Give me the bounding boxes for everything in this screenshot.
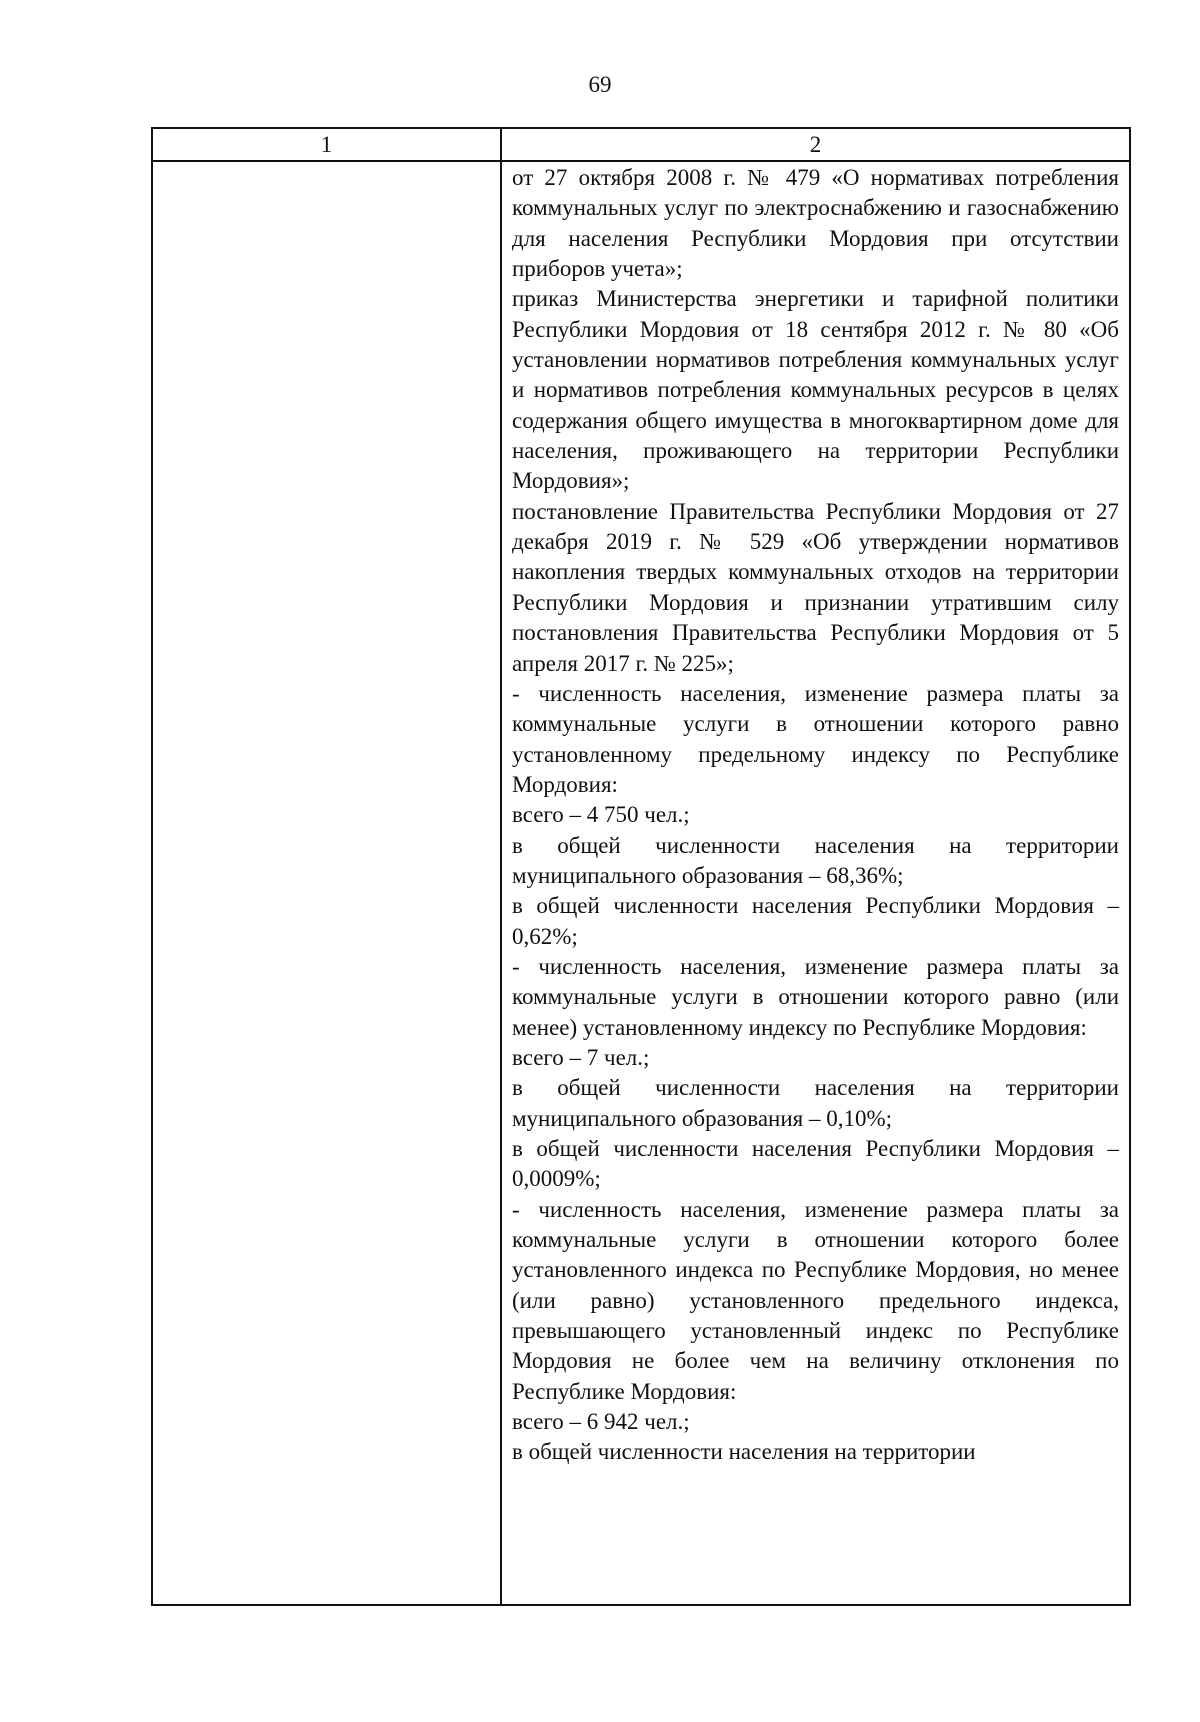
table-header-row [153,129,1129,162]
paragraph: всего – 6 942 чел.; [512,1409,690,1435]
page-number: 69 [588,72,612,97]
paragraph: - численность населения, изменение размера платы за коммунальные услуги в отношении которого равно установленному предельному индексу по Республике Мордовия: [512,680,1119,797]
paragraph: в общей численности населения Республики Мордовия – 0,0009%; [512,1136,1119,1192]
paragraph: постановление Правительства Республики Мордовия от 27 декабря 2019 г. № 529 «Об утверждении нормативов накопления твердых коммунальных отходов на территории Республики Мордовия и признании утратившим силу постановления Правительства Республики Мордовия от 5 апреля 2017 г. № 225»; [512,498,1119,676]
paragraph: от 27 октября 2008 г. № 479 «О нормативах потребления коммунальных услуг по электроснабжению и газоснабжению для населения Республики Мордовия при отсутствии приборов учета»; [512,165,1119,282]
paragraph: - численность населения, изменение размера платы за коммунальные услуги в отношении которого равно (или менее) установленному индексу по Республике Мордовия: [512,953,1119,1040]
paragraph: - численность населения, изменение размера платы за коммунальные услуги в отношении которого более установленного индекса по Республике Мордовия, но менее (или равно) установленного предельного индекса, превышающего установленный индекс по Республике Мордовия не более чем на величину отклонения по Республике Мордовия: [512,1196,1119,1404]
paragraph: в общей численности населения на территории муниципального образования – 0,10%; [512,1075,1119,1131]
column-header-2: 2 [809,132,822,157]
document-table [151,127,1131,1606]
column-divider [500,129,502,1604]
paragraph: в общей численности населения на территории муниципального образования – 68,36%; [512,832,1119,888]
paragraph: всего – 7 чел.; [512,1044,650,1070]
column-header-1: 1 [320,132,333,157]
paragraph: приказ Министерства энергетики и тарифной политики Республики Мордовия от 18 сентября 2012 г. № 80 «Об установлении нормативов потребления коммунальных услуг и нормативов потребления коммунальных ресурсов в целях содержания общего имущества в многоквартирном доме для населения, проживающего на территории Республики Мордовия»; [512,286,1119,494]
paragraph: в общей численности населения Республики Мордовия – 0,62%; [512,893,1119,949]
column-2-content [512,163,1119,1468]
paragraph: всего – 4 750 чел.; [512,802,690,828]
paragraph: в общей численности населения на территории [512,1439,976,1465]
